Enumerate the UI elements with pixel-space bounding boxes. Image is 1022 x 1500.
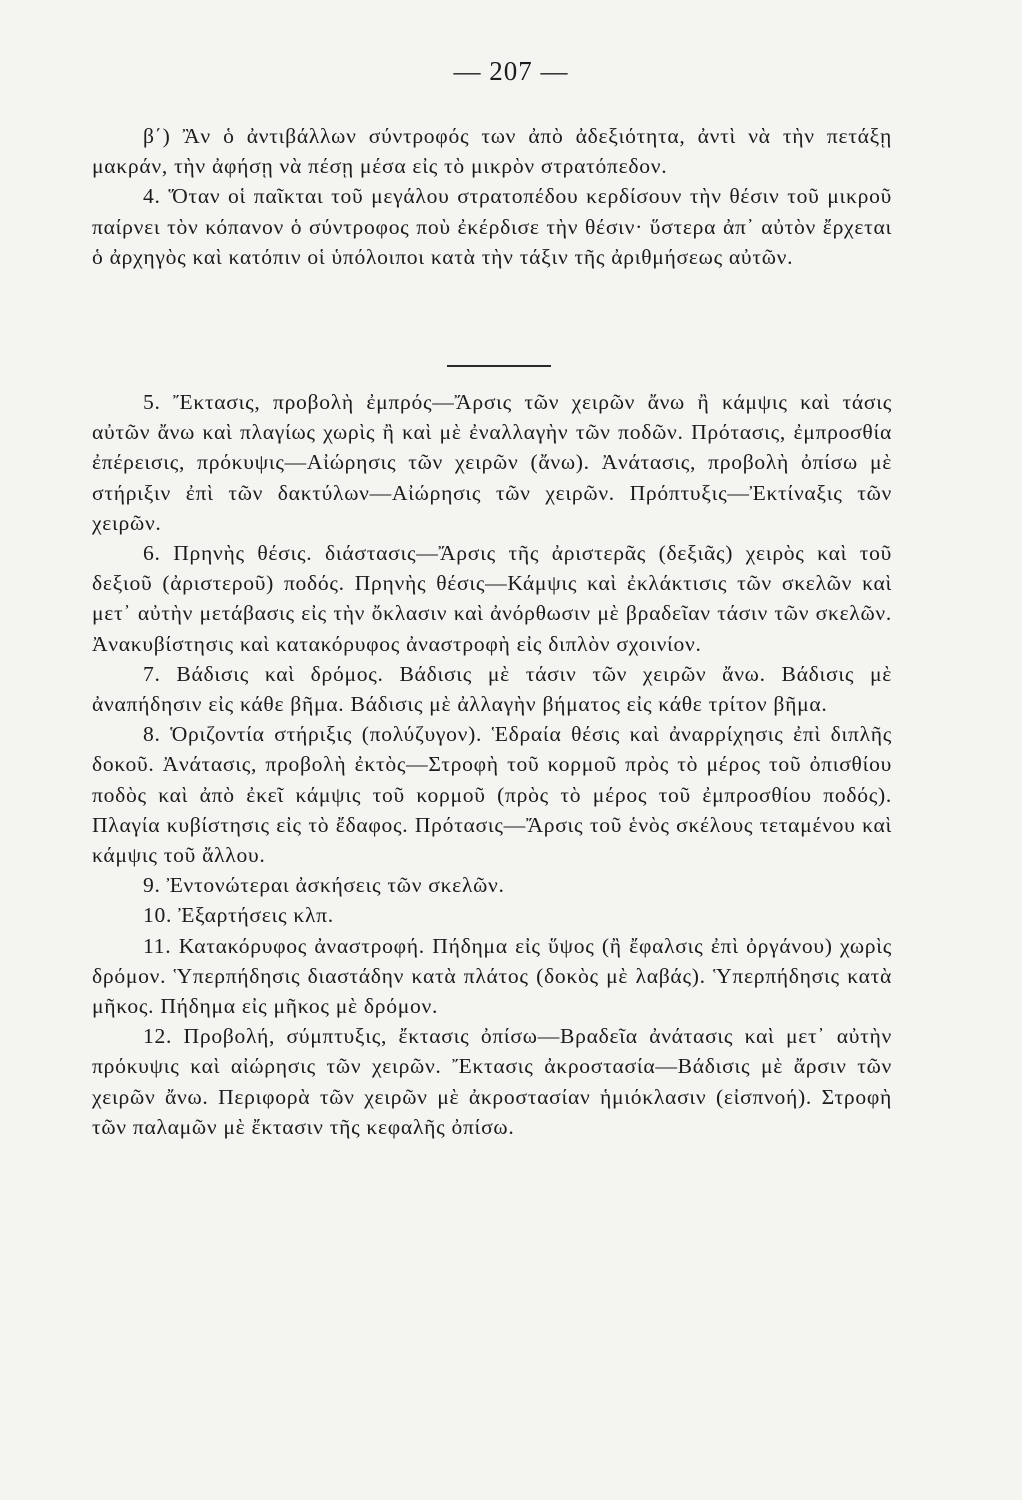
text-block-after-rule [92, 387, 892, 1142]
paragraph: 9. Ἐντονώτεραι ἀσκήσεις τῶν σκελῶν. [143, 873, 505, 898]
page-number: — 207 — [453, 56, 569, 86]
paragraph: 7. Βάδισις καὶ δρόμος. Βάδισις μὲ τάσιν τῶν χειρῶν ἄνω. Βάδισις μὲ ἀναπήδησιν εἰς κάθε βῆμα. Βάδισις μὲ ἀλλαγὴν βήματος εἰς κάθε τρίτον βῆμα. [92, 661, 892, 717]
paragraph: 5. Ἔκτασις, προβολὴ ἐμπρός—Ἄρσις τῶν χειρῶν ἄνω ἢ κάμψις καὶ τάσις αὐτῶν ἄνω καὶ πλαγίως χωρὶς ἢ καὶ μὲ ἐναλλαγὴν τῶν ποδῶν. Πρότασις, ἐμπροσθία ἐπέρεισις, πρόκυψις—Αἰώρησις τῶν χειρῶν (ἄνω). Ἀνάτασις, προβολὴ ὀπίσω μὲ στήριξιν ἐπὶ τῶν δακτύλων—Αἰώρησις τῶν χειρῶν. Πρόπτυξις—Ἐκτίναξις τῶν χειρῶν. [92, 390, 892, 535]
paragraph: 4. Ὅταν οἱ παῖκται τοῦ μεγάλου στρατοπέδου κερδίσουν τὴν θέσιν τοῦ μικροῦ παίρνει τὸν κόπανον ὁ σύντροφος ποὺ ἐκέρδισε τὴν θέσιν· ὕστερα ἀπ᾽ αὐτὸν ἔρχεται ὁ ἀρχηγὸς καὶ κατόπιν οἱ ὑπόλοιποι κατὰ τὴν τάξιν τῆς ἀριθμήσεως αὐτῶν. [92, 184, 892, 269]
paragraph: 12. Προβολή, σύμπτυξις, ἔκτασις ὀπίσω—Βραδεῖα ἀνάτασις καὶ μετ᾽ αὐτὴν πρόκυψις καὶ αἰώρησις τῶν χειρῶν. Ἔκτασις ἀκροστασία—Βάδισις μὲ ἄρσιν τῶν χειρῶν ἄνω. Περιφορὰ τῶν χειρῶν μὲ ἀκροστασίαν ἡμιόκλασιν (εἰσπνοή). Στροφὴ τῶν παλαμῶν μὲ ἔκτασιν τῆς κεφαλῆς ὀπίσω. [92, 1024, 892, 1139]
paragraph: β΄) Ἂν ὁ ἀντιβάλλων σύντροφός των ἀπὸ ἀδεξιότητα, ἀντὶ νὰ τὴν πετάξῃ μακράν, τὴν ἀφήσῃ νὰ πέσῃ μέσα εἰς τὸ μικρὸν στρατόπεδον. [92, 124, 892, 179]
paragraph: 11. Κατακόρυφος ἀναστροφή. Πήδημα εἰς ὕψος (ἢ ἔφαλσις ἐπὶ ὀργάνου) χωρὶς δρόμον. Ὑπερπήδησις διαστάδην κατὰ πλάτος (δοκὸς μὲ λαβάς). Ὑπερπήδησις κατὰ μῆκος. Πήδημα εἰς μῆκος μὲ δρόμον. [92, 933, 892, 1019]
paragraph: 10. Ἐξαρτήσεις κλπ. [143, 903, 334, 928]
paragraph: 6. Πρηνὴς θέσις. διάστασις—Ἄρσις τῆς ἀριστερᾶς (δεξιᾶς) χειρὸς καὶ τοῦ δεξιοῦ (ἀριστεροῦ) ποδός. Πρηνὴς θέσις—Κάμψις καὶ ἐκλάκτισις τῶν σκελῶν καὶ μετ᾽ αὐτὴν μετάβασις εἰς τὴν ὄκλασιν καὶ ἀνόρθωσιν μὲ βραδεῖαν τάσιν τῶν σκελῶν. Ἀνακυβίστησις καὶ κατακόρυφος ἀναστροφὴ εἰς διπλὸν σχοινίον. [92, 541, 892, 656]
text-block-before-rule [92, 121, 892, 272]
paragraph: 8. Ὁριζοντία στήριξις (πολύζυγον). Ἑδραία θέσις καὶ ἀναρρίχησις ἐπὶ διπλῆς δοκοῦ. Ἀνάτασις, προβολὴ ἐκτὸς—Στροφὴ τοῦ κορμοῦ πρὸς τὸ μέρος τοῦ ὀπισθίου ποδὸς καὶ ἀπὸ ἐκεῖ κάμψις τοῦ κορμοῦ (πρὸς τὸ μέρος τοῦ ἐμπροσθίου ποδός). Πλαγία κυβίστησις εἰς τὸ ἔδαφος. Πρότασις—Ἄρσις τοῦ ἑνὸς σκέλους τεταμένου καὶ κάμψις τοῦ ἄλλου. [92, 722, 892, 868]
section-divider [447, 365, 551, 367]
